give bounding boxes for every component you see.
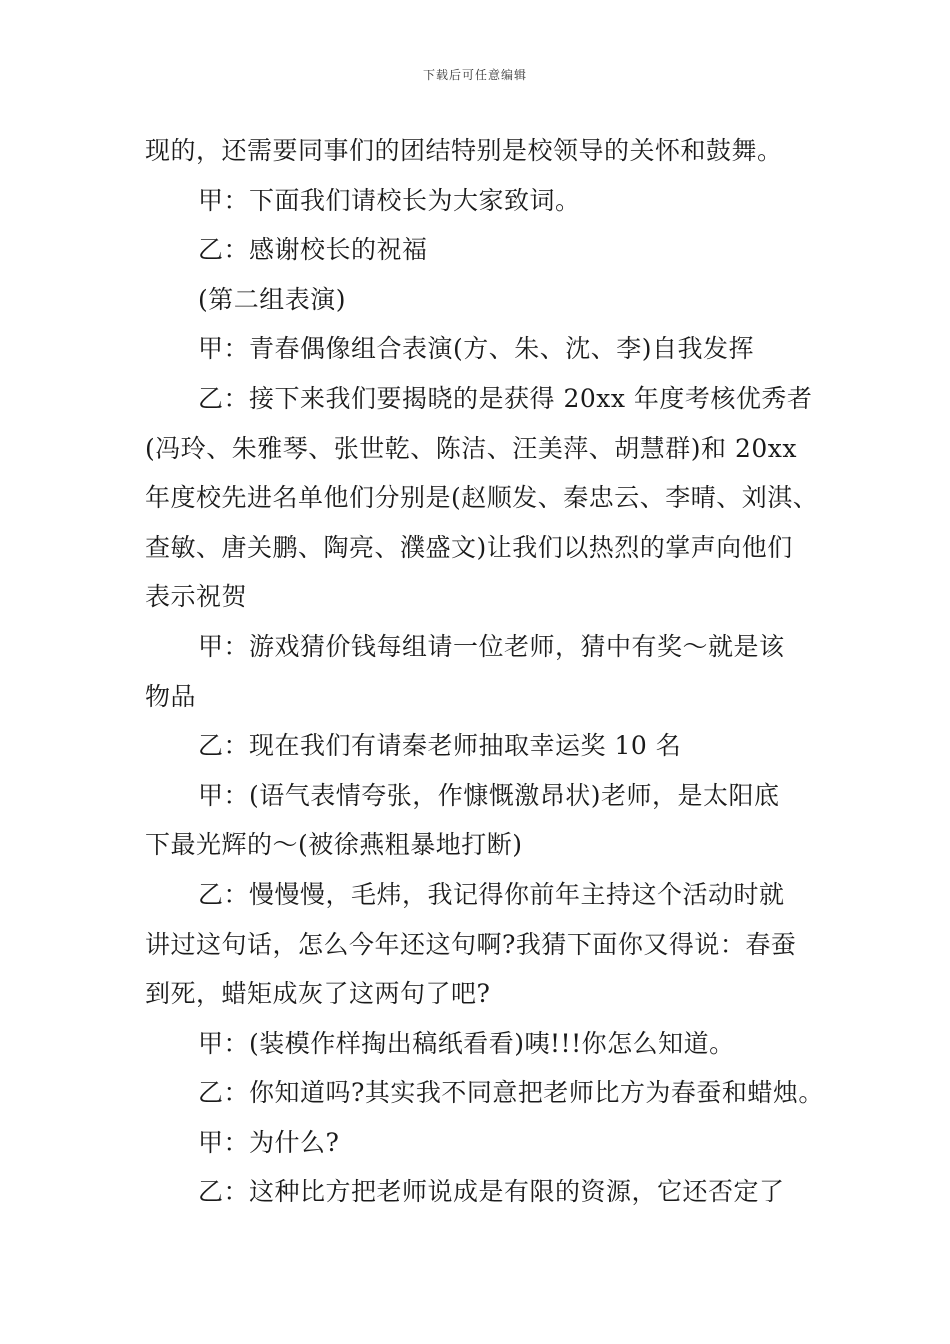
text-line: 甲：(装模作样掏出稿纸看看)咦!!!你怎么知道。 — [198, 1028, 735, 1058]
text-line: 查敏、唐关鹏、陶亮、濮盛文)让我们以热烈的掌声向他们 — [145, 532, 793, 562]
text-line: 甲：游戏猜价钱每组请一位老师，猜中有奖～就是该 — [198, 631, 785, 661]
text-line: 物品 — [145, 681, 197, 711]
text-line: 到死，蜡矩成灰了这两句了吧? — [145, 979, 491, 1009]
page-header-note: 下载后可任意编辑 — [422, 68, 527, 82]
document-body — [145, 126, 825, 1217]
text-line: 现的，还需要同事们的团结特别是校领导的关怀和鼓舞。 — [145, 136, 783, 165]
text-line: 乙：现在我们有请秦老师抽取幸运奖 10 名 — [198, 731, 682, 761]
text-line: 讲过这句话，怎么今年还这句啊?我猜下面你又得说：春蚕 — [145, 929, 797, 959]
text-line: 甲：为什么? — [198, 1127, 340, 1157]
text-line: 表示祝贺 — [145, 582, 248, 612]
text-line: (冯玲、朱雅琴、张世乾、陈洁、汪美萍、胡慧群)和 20xx — [145, 433, 797, 463]
text-line: 甲：(语气表情夸张，作慷慨激昂状)老师，是太阳底 — [198, 780, 780, 810]
text-line: 乙：感谢校长的祝福 — [198, 235, 428, 265]
text-line: 下最光辉的～(被徐燕粗暴地打断) — [145, 830, 523, 860]
text-line: 甲：下面我们请校长为大家致词。 — [198, 185, 581, 215]
text-line: 乙：慢慢慢，毛炜，我记得你前年主持这个活动时就 — [198, 879, 785, 909]
text-line: 乙：你知道吗?其实我不同意把老师比方为春蚕和蜡烛。 — [198, 1078, 824, 1108]
text-line: 年度校先进名单他们分别是(赵顺发、秦忠云、李晴、刘淇、 — [145, 483, 819, 513]
text-line: 乙：接下来我们要揭晓的是获得 20xx 年度考核优秀者 — [198, 383, 813, 413]
text-line: (第二组表演) — [198, 284, 347, 314]
text-line: 乙：这种比方把老师说成是有限的资源，它还否定了 — [198, 1177, 785, 1207]
text-line: 甲：青春偶像组合表演(方、朱、沈、李)自我发挥 — [198, 334, 755, 364]
